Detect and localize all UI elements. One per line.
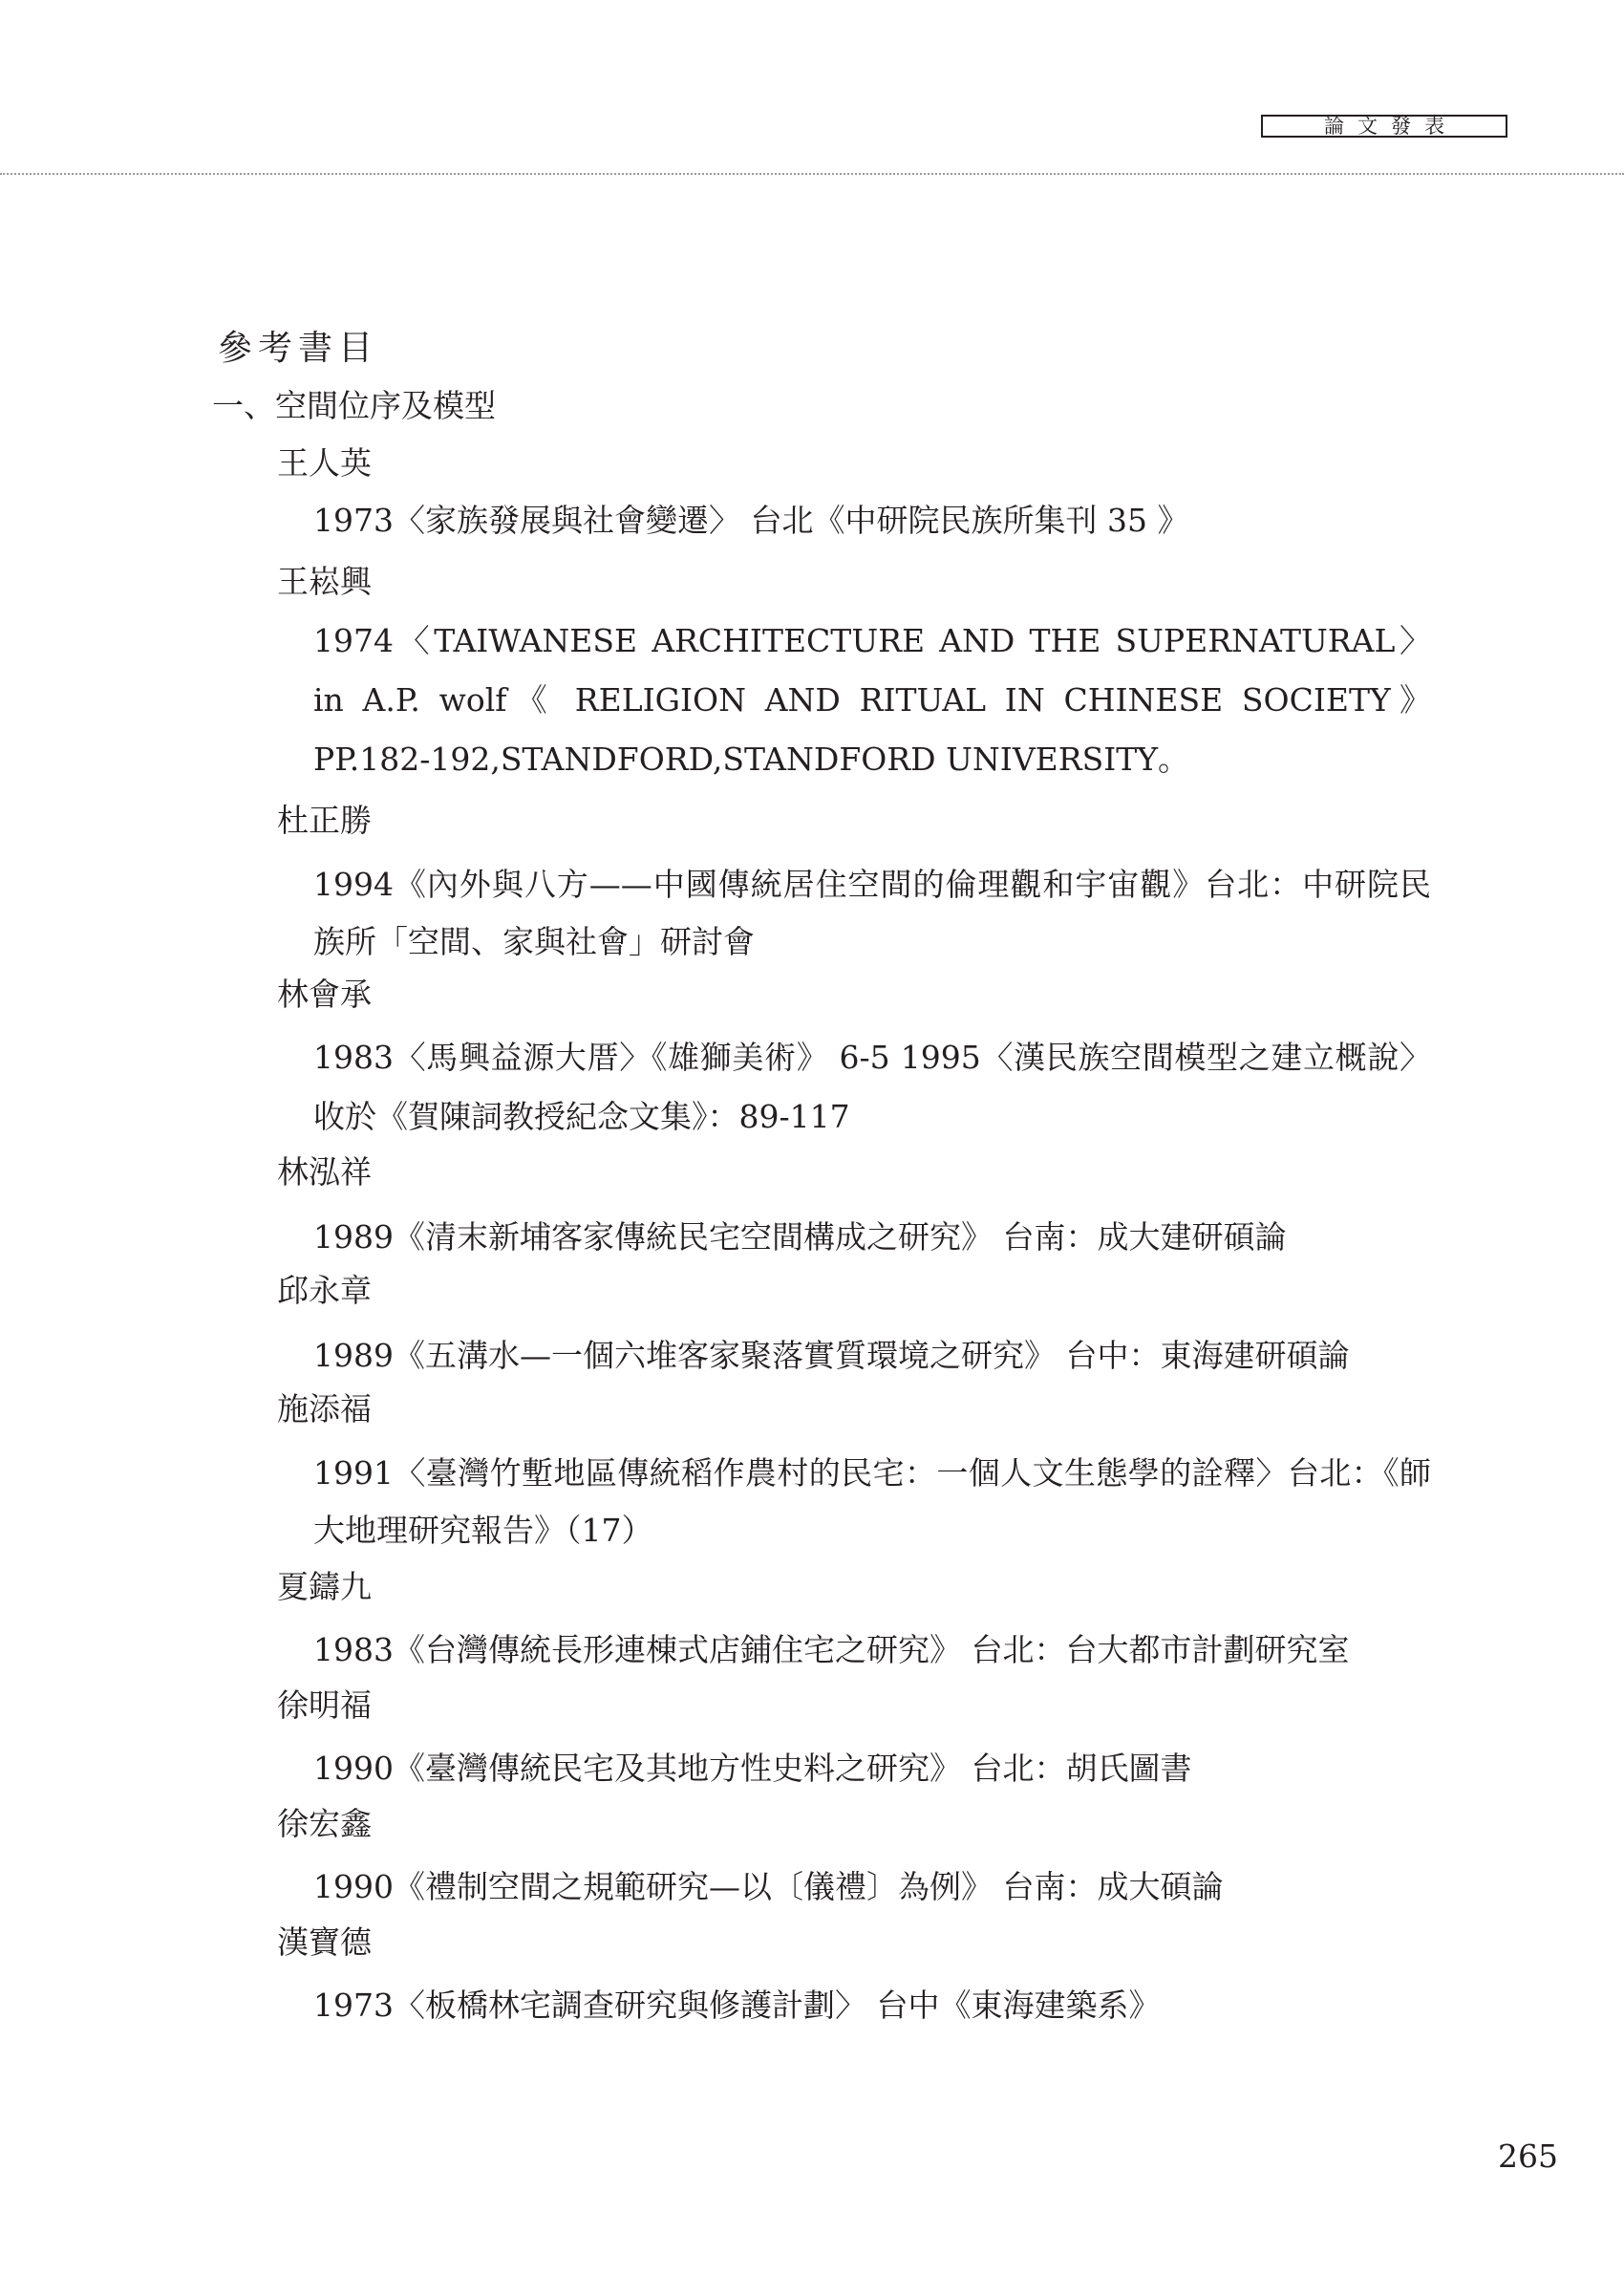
header-divider [0, 173, 1624, 175]
reference-entry: 1974〈TAIWANESE ARCHITECTURE AND THE SUPERNATURAL〉 in A.P. wolf《 RELIGION AND RITUAL IN CHINESE SOCIETY》 PP.182-192,STANDFORD,STANDFORD UNIVERSITY。 [313, 622, 1431, 778]
reference-author: 徐明福 [277, 1686, 372, 1724]
reference-entry: 1973〈板橋林宅調查研究與修護計劃〉 台中《東海建築系》 [313, 1987, 1161, 2024]
reference-entry: 1990《禮制空間之規範研究—以〔儀禮〕為例》 台南：成大碩論 [313, 1868, 1224, 1905]
reference-author: 漢寶德 [277, 1923, 372, 1961]
reference-entry: 1973〈家族發展與社會變遷〉 台北《中研院民族所集刊 35 》 [313, 502, 1189, 539]
reference-author: 施添福 [277, 1390, 372, 1428]
reference-author: 林泓祥 [277, 1153, 372, 1191]
section-title: 一、空間位序及模型 [212, 387, 496, 424]
reference-author: 夏鑄九 [277, 1568, 372, 1605]
reference-entry: 1994《內外與八方——中國傳統居住空間的倫理觀和宇宙觀》台北：中研院民族所「空間、家與社會」研討會 [313, 866, 1431, 960]
reference-author: 王人英 [277, 444, 372, 482]
running-header-label: 論文發表 [1261, 115, 1507, 138]
reference-author: 杜正勝 [277, 802, 372, 839]
reference-entry: 1991〈臺灣竹塹地區傳統稻作農村的民宅：一個人文生態學的詮釋〉台北：《師大地理研究報告》（17） [313, 1454, 1431, 1549]
bibliography-heading: 參考書目 [218, 329, 379, 368]
reference-entry: 1989《五溝水—一個六堆客家聚落實質環境之研究》 台中：東海建研碩論 [313, 1337, 1350, 1374]
reference-entry: 1989《清末新埔客家傳統民宅空間構成之研究》 台南：成大建研碩論 [313, 1218, 1287, 1256]
reference-author: 邱永章 [277, 1272, 372, 1309]
reference-author: 林會承 [277, 976, 372, 1013]
reference-entry: 1990《臺灣傳統民宅及其地方性史料之研究》 台北：胡氏圖書 [313, 1750, 1192, 1787]
reference-author: 王崧興 [277, 563, 372, 600]
reference-entry: 1983《台灣傳統長形連棟式店鋪住宅之研究》 台北：台大都市計劃研究室 [313, 1631, 1350, 1668]
page-number: 265 [1498, 2137, 1558, 2175]
reference-author: 徐宏鑫 [277, 1805, 372, 1842]
reference-entry: 1983〈馬興益源大厝〉《雄獅美術》 6-5 1995〈漢民族空間模型之建立概說〉收於《賀陳詞教授紀念文集》：89-117 [313, 1039, 1431, 1135]
